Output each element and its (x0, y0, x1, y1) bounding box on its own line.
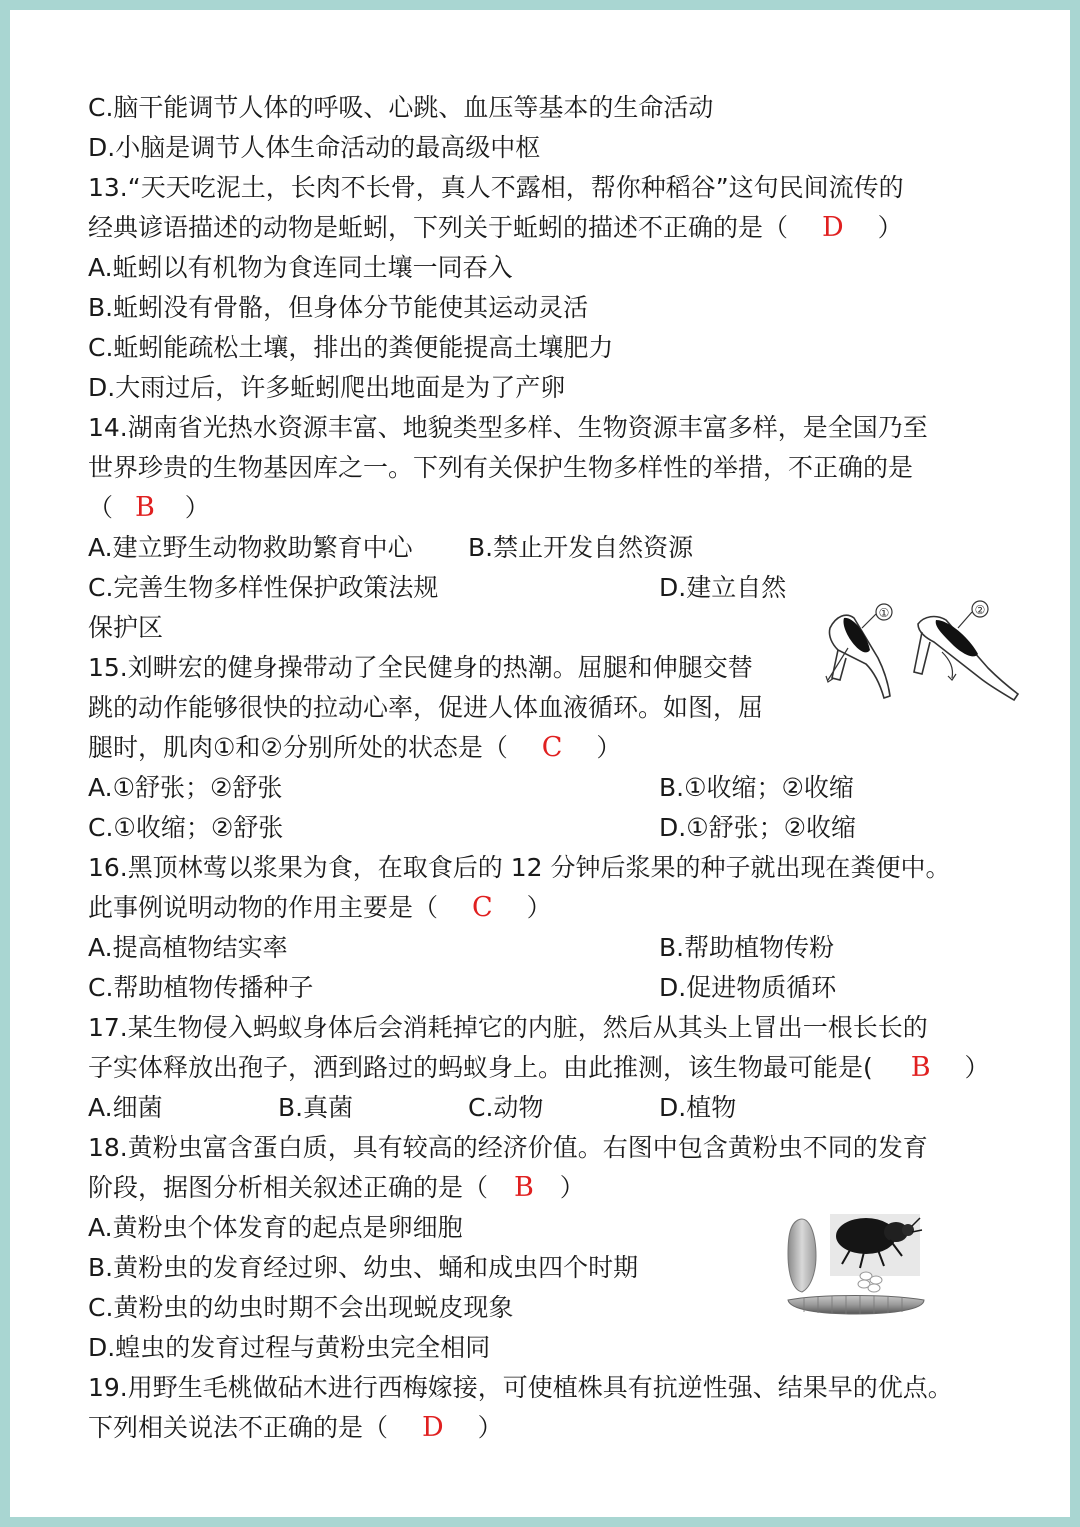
q13-stem-line-2 (88, 208, 1028, 248)
muscle-1-label: ① (878, 606, 890, 620)
q16-stem-line-1: 16.黑顶林莺以浆果为食，在取食后的 12 分钟后浆果的种子就出现在粪便中。 (88, 853, 951, 882)
q15-close-paren: ） (596, 733, 622, 762)
q17-close-paren: ） (964, 1053, 990, 1082)
q14-answer: B (134, 492, 155, 523)
q13-option-d: D.大雨过后，许多蚯蚓爬出地面是为了产卵 (88, 373, 566, 402)
q15-stem-text: 腿时，肌肉①和②分别所处的状态是（ (88, 733, 508, 762)
q13-answer: D (821, 212, 844, 243)
q13-stem-line-1: 13.“天天吃泥土，长肉不长骨，真人不露相，帮你种稻谷”这句民间流传的 (88, 173, 904, 202)
q19-stem-line-1: 19.用野生毛桃做砧木进行西梅嫁接，可使植株具有抗逆性强、结果早的优点。 (88, 1373, 953, 1402)
q16-option-a: A.提高植物结实率 (88, 933, 288, 962)
q14-option-d-continued: 保护区 (88, 613, 164, 642)
q19-stem-text: 下列相关说法不正确的是（ (88, 1413, 389, 1442)
straight-leg-drawing (914, 617, 1018, 700)
q15-stem-line-2: 跳的动作能够很快的拉动心率，促进人体血液循环。如图，屈 (88, 693, 764, 722)
q18-answer: B (513, 1172, 534, 1203)
q15-options-ab (88, 768, 1028, 808)
q14-option-d: D.建立自然 (659, 573, 787, 602)
q17-option-b: B.真菌 (278, 1093, 354, 1122)
q18-option-a: A.黄粉虫个体发育的起点是卵细胞 (88, 1213, 463, 1242)
q18-option-d: D.蝗虫的发育过程与黄粉虫完全相同 (88, 1333, 491, 1362)
q15-stem-line-3 (88, 728, 1028, 768)
q18-stem-line-1: 18.黄粉虫富含蛋白质，具有较高的经济价值。右图中包含黄粉虫不同的发育 (88, 1133, 928, 1162)
q17-options (88, 1088, 1028, 1128)
muscle-2-label: ② (974, 603, 986, 617)
q12-option-d: D.小脑是调节人体生命活动的最高级中枢 (88, 133, 541, 162)
q15-option-a: A.①舒张；②舒张 (88, 773, 283, 802)
q17-answer: B (910, 1052, 931, 1083)
q14-option-c: C.完善生物多样性保护政策法规 (88, 573, 439, 602)
q18-stem-text: 阶段，据图分析相关叙述正确的是（ (88, 1173, 489, 1202)
q14-answer-line (88, 488, 1028, 528)
q14-options-ab (88, 528, 1028, 568)
q18-close-paren: ） (559, 1173, 585, 1202)
q16-answer: C (471, 892, 493, 923)
q14-close-paren: ） (184, 493, 210, 522)
q16-stem-text: 此事例说明动物的作用主要是（ (88, 893, 439, 922)
q17-stem-text: 子实体释放出孢子，洒到路过的蚂蚁身上。由此推测，该生物最可能是( (88, 1053, 873, 1082)
q14-option-b: B.禁止开发自然资源 (468, 533, 694, 562)
pupa-image (788, 1219, 816, 1292)
q17-stem-line-1: 17.某生物侵入蚂蚁身体后会消耗掉它的内脏，然后从其头上冒出一根长长的 (88, 1013, 928, 1042)
muscle-2-pointer (958, 612, 972, 628)
q13-option-a: A.蚯蚓以有机物为食连同土壤一同吞入 (88, 253, 513, 282)
q18-option-c: C.黄粉虫的幼虫时期不会出现蜕皮现象 (88, 1293, 514, 1322)
q16-close-paren: ） (526, 893, 552, 922)
adult-beetle-image (830, 1214, 922, 1276)
muscle-2-shape (936, 620, 978, 656)
q17-option-a: A.细菌 (88, 1093, 163, 1122)
q15-option-c: C.①收缩；②舒张 (88, 813, 284, 842)
q16-options-cd (88, 968, 1028, 1008)
q14-stem-line-2: 世界珍贵的生物基因库之一。下列有关保护生物多样性的举措，不正确的是 (88, 453, 914, 482)
q19-answer: D (421, 1412, 444, 1443)
q13-stem-text: 经典谚语描述的动物是蚯蚓，下列关于蚯蚓的描述不正确的是（ (88, 213, 789, 242)
q19-close-paren: ） (477, 1413, 503, 1442)
q16-option-d: D.促进物质循环 (659, 973, 837, 1002)
q17-option-d: D.植物 (659, 1093, 737, 1122)
mealworm-stages-figure (780, 1206, 926, 1322)
q15-answer: C (541, 732, 563, 763)
q16-options-ab (88, 928, 1028, 968)
q13-close-paren: ） (877, 213, 903, 242)
q16-stem-line-2 (88, 888, 1028, 928)
muscle-1-pointer (862, 614, 876, 628)
q17-option-c: C.动物 (468, 1093, 544, 1122)
q14-stem-line-1: 14.湖南省光热水资源丰富、地貌类型多样、生物资源丰富多样，是全国乃至 (88, 413, 928, 442)
q14-option-a: A.建立野生动物救助繁育中心 (88, 533, 413, 562)
q15-options-cd (88, 808, 1028, 848)
q15-option-d: D.①舒张；②收缩 (659, 813, 857, 842)
q18-stem-line-2 (88, 1168, 1028, 1208)
q15-stem-line-1: 15.刘畊宏的健身操带动了全民健身的热潮。屈腿和伸腿交替 (88, 653, 753, 682)
q17-stem-line-2 (88, 1048, 1028, 1088)
leg-muscle-figure (818, 598, 1023, 710)
larva-image (788, 1296, 924, 1315)
q19-stem-line-2 (88, 1408, 1028, 1448)
q12-option-c: C.脑干能调节人体的呼吸、心跳、血压等基本的生命活动 (88, 93, 714, 122)
q15-option-b: B.①收缩；②收缩 (659, 773, 854, 802)
q14-open-paren: （ (88, 493, 114, 522)
q16-option-c: C.帮助植物传播种子 (88, 973, 314, 1002)
q13-option-c: C.蚯蚓能疏松土壤，排出的粪便能提高土壤肥力 (88, 333, 614, 362)
q18-option-b: B.黄粉虫的发育经过卵、幼虫、蛹和成虫四个时期 (88, 1253, 639, 1282)
q16-option-b: B.帮助植物传粉 (659, 933, 835, 962)
q13-option-b: B.蚯蚓没有骨骼，但身体分节能使其运动灵活 (88, 293, 589, 322)
